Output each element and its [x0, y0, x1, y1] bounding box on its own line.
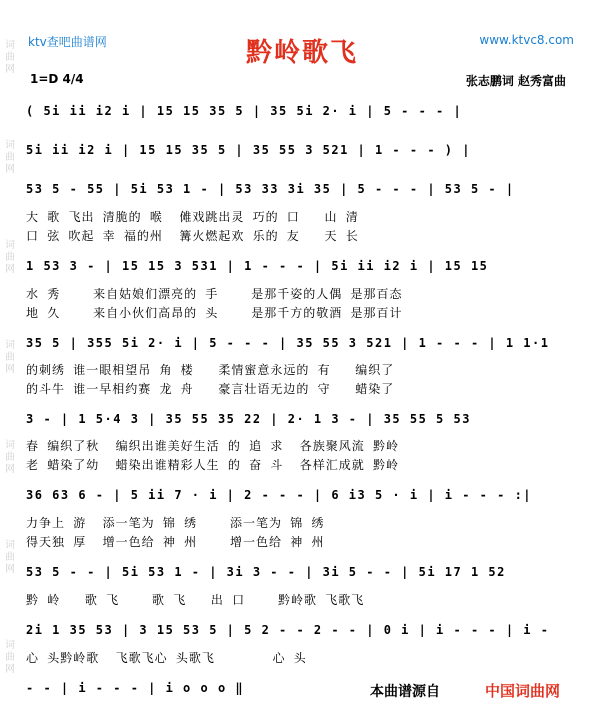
lyric-line: 黔 岭 歌 飞 歌 飞 出 口 黔岭歌 飞歌飞 [26, 593, 365, 607]
lyric-line: 心 头黔岭歌 飞歌飞心 头歌飞 心 头 [26, 651, 307, 665]
lyric-line: 口 弦 吹起 幸 福的州 篝火燃起欢 乐的 友 天 长 [26, 229, 359, 243]
lyric-line: 力争上 游 添一笔为 锦 绣 添一笔为 锦 绣 [26, 516, 325, 530]
notation-line: ( 5i ii i2 i | 15 15 35 5 | 35 5i 2· i | 5 - - - | [26, 104, 463, 118]
notation-line: 3 - | 1 5·4 3 | 35 55 35 22 | 2· 1 3 - | 35 55 5 53 [26, 412, 471, 426]
lyric-line: 的刺绣 谁一眼相望吊 角 楼 柔情蜜意永远的 有 编织了 [26, 363, 395, 377]
site-name-left[interactable]: ktv查吧曲谱网 [28, 35, 107, 49]
composer-credits: 张志鹏词 赵秀富曲 [465, 74, 566, 88]
site-url[interactable]: www.ktvc8.com [479, 33, 574, 47]
watermark: 词 曲 网 [5, 240, 15, 275]
notation-line: 2i 1 35 53 | 3 15 53 5 | 5 2 - - 2 - - | 0 i | i - - - | i - [26, 623, 550, 637]
lyric-line: 地 久 来自小伙们高昂的 头 是那千方的敬酒 是那百计 [26, 306, 403, 320]
lyric-line: 水 秀 来自姑娘们漂亮的 手 是那千姿的人偶 是那百态 [26, 287, 403, 301]
notation-line: 53 5 - 55 | 5i 53 1 - | 53 33 3i 35 | 5 - - - | 53 5 - | [26, 182, 515, 196]
song-title: 黔岭歌飞 [245, 38, 358, 68]
notation-line: 36 63 6 - | 5 ii 7 · i | 2 - - - | 6 i3 5 · i | i - - - :| [26, 488, 533, 502]
notation-line: - - | i - - - | i o o o ‖ [26, 681, 245, 695]
notation-line: 1 53 3 - | 15 15 3 531 | 1 - - - | 5i ii i2 i | 15 15 [26, 259, 489, 273]
lyric-line: 大 歌 飞出 清脆的 喉 傩戏跳出灵 巧的 口 山 清 [26, 210, 359, 224]
lyric-line: 得天独 厚 增一色给 神 州 增一色给 神 州 [26, 535, 325, 549]
key-signature: 1=D 4/4 [30, 72, 84, 86]
watermark: 词 曲 网 [5, 40, 15, 75]
watermark: 词 曲 网 [5, 640, 15, 675]
notation-line: 5i ii i2 i | 15 15 35 5 | 35 55 3 521 | 1 - - - ) | [26, 143, 471, 157]
watermark: 词 曲 网 [5, 140, 15, 175]
lyric-line: 老 蜡染了幼 蜡染出谁精彩人生 的 奋 斗 各样汇成就 黔岭 [26, 458, 400, 472]
watermark: 词 曲 网 [5, 540, 15, 575]
source-label: 本曲谱源自 [370, 684, 440, 700]
source-site-link[interactable]: 中国词曲网 [485, 682, 561, 700]
watermark: 词 曲 网 [5, 340, 15, 375]
lyric-line: 的斗牛 谁一早相约赛 龙 舟 豪言壮语无边的 守 蜡染了 [26, 382, 395, 396]
watermark: 词 曲 网 [5, 440, 15, 475]
notation-line: 53 5 - - | 5i 53 1 - | 3i 3 - - | 3i 5 - - | 5i 17 1 52 [26, 565, 506, 579]
lyric-line: 春 编织了秋 编织出谁美好生活 的 追 求 各族聚风流 黔岭 [26, 439, 400, 453]
notation-line: 35 5 | 355 5i 2· i | 5 - - - | 35 55 3 521 | 1 - - - | 1 1·1 [26, 336, 550, 350]
